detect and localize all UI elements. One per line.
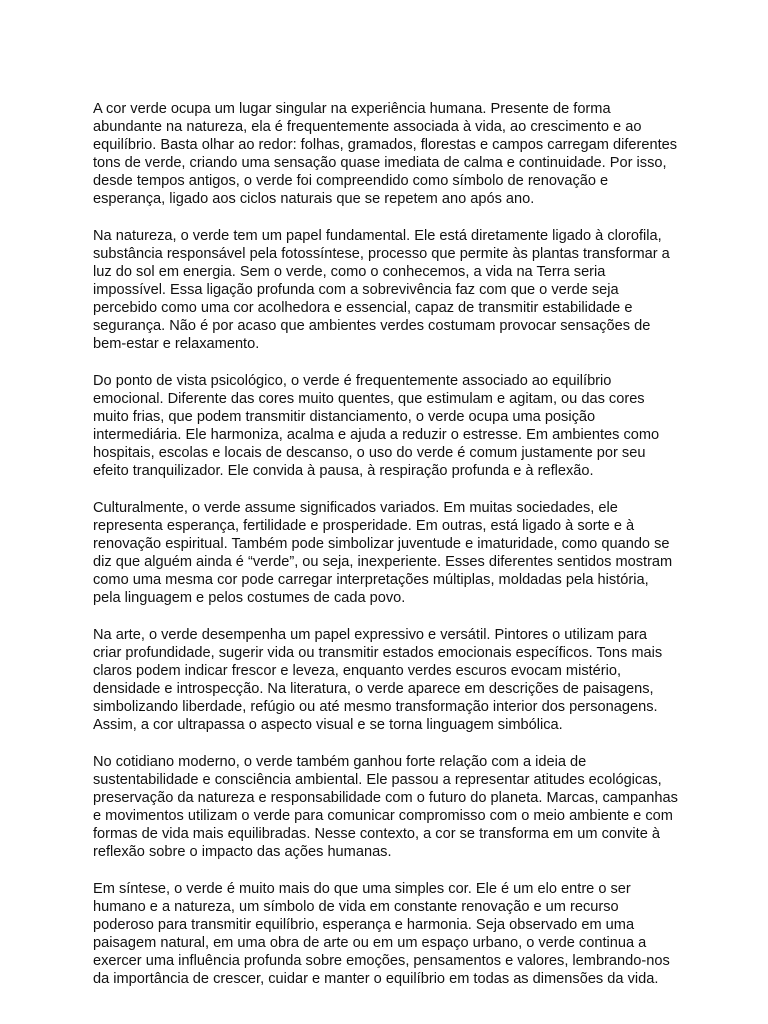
paragraph-3: Do ponto de vista psicológico, o verde é frequentemente associado ao equilíbrio emocional. Diferente das cores muito quentes, que estimulam e agitam, ou das cores muito frias, que podem transmitir distanciamento, o verde ocupa uma posição intermediária. Ele harmoniza, acalma e ajuda a reduzir o estresse. Em ambientes como hospitais, escolas e locais de descanso, o uso do verde é comum justamente por seu efeito tranquilizador. Ele convida à pausa, à respiração profunda e à reflexão. <box>93 373 660 479</box>
paragraph-7: Em síntese, o verde é muito mais do que uma simples cor. Ele é um elo entre o ser humano e a natureza, um símbolo de vida em constante renovação e um recurso poderoso para transmitir equilíbrio, esperança e harmonia. Seja observado em uma paisagem natural, em uma obra de arte ou em um espaço urbano, o verde continua a exercer uma influência profunda sobre emoções, pensamentos e valores, lembrando-nos da importância de crescer, cuidar e manter o equilíbrio em todas as dimensões da vida. <box>93 881 670 987</box>
paragraph-1: A cor verde ocupa um lugar singular na experiência humana. Presente de forma abundante na natureza, ela é frequentemente associada à vida, ao crescimento e ao equilíbrio. Basta olhar ao redor: folhas, gramados, florestas e campos carregam diferentes tons de verde, criando uma sensação quase imediata de calma e continuidade. Por isso, desde tempos antigos, o verde foi compreendido como símbolo de renovação e esperança, ligado aos ciclos naturais que se repetem ano após ano. <box>93 101 678 207</box>
paragraph-5: Na arte, o verde desempenha um papel expressivo e versátil. Pintores o utilizam para criar profundidade, sugerir vida ou transmitir estados emocionais específicos. Tons mais claros podem indicar frescor e leveza, enquanto verdes escuros evocam mistério, densidade e introspecção. Na literatura, o verde aparece em descrições de paisagens, simbolizando liberdade, refúgio ou até mesmo transformação interior dos personagens. Assim, a cor ultrapassa o aspecto visual e se torna linguagem simbólica. <box>93 627 663 733</box>
paragraph-6: No cotidiano moderno, o verde também ganhou forte relação com a ideia de sustentabilidade e consciência ambiental. Ele passou a representar atitudes ecológicas, preservação da natureza e responsabilidade com o futuro do planeta. Marcas, campanhas e movimentos utilizam o verde para comunicar compromisso com o meio ambiente e com formas de vida mais equilibradas. Nesse contexto, a cor se transforma em um convite à reflexão sobre o impacto das ações humanas. <box>93 754 678 860</box>
paragraph-2: Na natureza, o verde tem um papel fundamental. Ele está diretamente ligado à clorofila, substância responsável pela fotossíntese, processo que permite às plantas transformar a luz do sol em energia. Sem o verde, como o conhecemos, a vida na Terra seria impossível. Essa ligação profunda com a sobrevivência faz com que o verde seja percebido como uma cor acolhedora e essencial, capaz de transmitir estabilidade e segurança. Não é por acaso que ambientes verdes costumam provocar sensações de bem-estar e relaxamento. <box>93 228 670 352</box>
paragraph-4: Culturalmente, o verde assume significados variados. Em muitas sociedades, ele representa esperança, fertilidade e prosperidade. Em outras, está ligado à sorte e à renovação espiritual. Também pode simbolizar juventude e imaturidade, como quando se diz que alguém ainda é “verde”, ou seja, inexperiente. Esses diferentes sentidos mostram como uma mesma cor pode carregar interpretações múltiplas, moldadas pela história, pela linguagem e pelos costumes de cada povo. <box>93 500 673 606</box>
document-body <box>93 100 678 988</box>
